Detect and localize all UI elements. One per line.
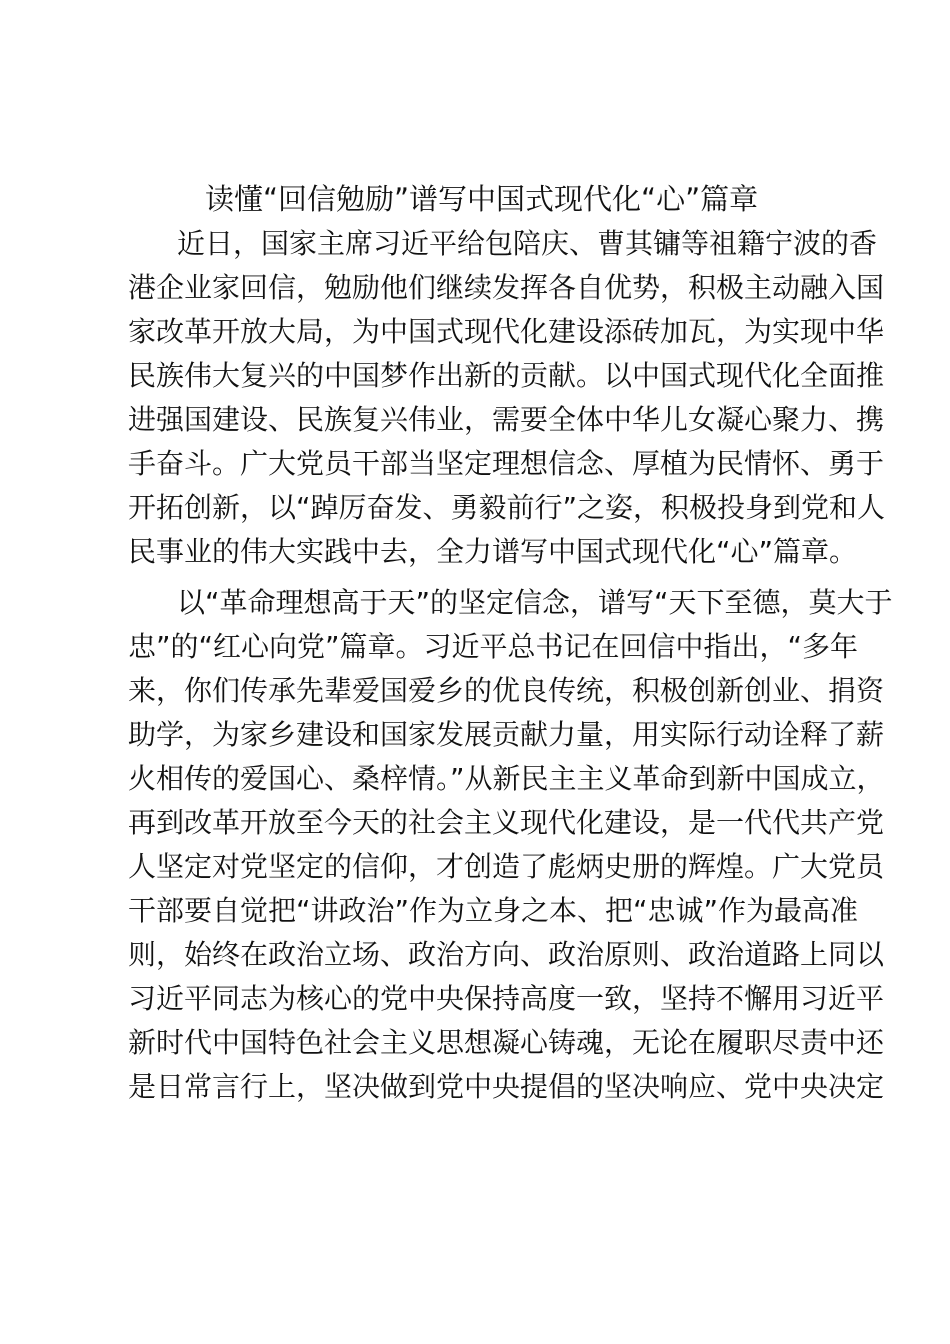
paragraph-2-line-8: 干部要自觉把“讲政治”作为立身之本、把“忠诚”作为最高准 xyxy=(128,894,859,927)
paragraph-2-line-11: 新时代中国特色社会主义思想凝心铸魂，无论在履职尽责中还 xyxy=(128,1026,885,1059)
document-title: 读懂“回信勉励”谱写中国式现代化“心”篇章 xyxy=(205,182,759,216)
paragraph-1-line-3: 家改革开放大局，为中国式现代化建设添砖加瓦，为实现中华 xyxy=(128,315,885,348)
paragraph-1-line-7: 开拓创新，以“踔厉奋发、勇毅前行”之姿，积极投身到党和人 xyxy=(128,491,886,524)
paragraph-2-line-1: 以“革命理想高于天”的坚定信念，谱写“天下至德，莫大于 xyxy=(177,586,893,619)
paragraph-2-line-9: 则，始终在政治立场、政治方向、政治原则、政治道路上同以 xyxy=(128,938,885,971)
paragraph-1-line-1: 近日，国家主席习近平给包陪庆、曹其镛等祖籍宁波的香 xyxy=(177,227,878,260)
paragraph-2-line-4: 助学，为家乡建设和国家发展贡献力量，用实际行动诠释了薪 xyxy=(128,718,885,751)
paragraph-1-line-4: 民族伟大复兴的中国梦作出新的贡献。以中国式现代化全面推 xyxy=(128,359,885,392)
paragraph-2-line-6: 再到改革开放至今天的社会主义现代化建设，是一代代共产党 xyxy=(128,806,885,839)
paragraph-2-line-2: 忠”的“红心向党”篇章。习近平总书记在回信中指出，“多年 xyxy=(128,630,859,663)
paragraph-1-line-5: 进强国建设、民族复兴伟业，需要全体中华儿女凝心聚力、携 xyxy=(128,403,885,436)
paragraph-2-line-12: 是日常言行上，坚决做到党中央提倡的坚决响应、党中央决定 xyxy=(128,1070,885,1103)
paragraph-2-line-5: 火相传的爱国心、桑梓情。”从新民主主义革命到新中国成立， xyxy=(128,762,885,795)
paragraph-1-line-6: 手奋斗。广大党员干部当坚定理想信念、厚植为民情怀、勇于 xyxy=(128,447,885,480)
paragraph-1-line-2: 港企业家回信，勉励他们继续发挥各自优势，积极主动融入国 xyxy=(128,271,885,304)
paragraph-2-line-7: 人坚定对党坚定的信仰，才创造了彪炳史册的辉煌。广大党员 xyxy=(128,850,885,883)
paragraph-1-line-8: 民事业的伟大实践中去，全力谱写中国式现代化“心”篇章。 xyxy=(128,535,858,568)
paragraph-2-line-10: 习近平同志为核心的党中央保持高度一致，坚持不懈用习近平 xyxy=(128,982,885,1015)
paragraph-2-line-3: 来，你们传承先辈爱国爱乡的优良传统，积极创新创业、捐资 xyxy=(128,674,885,707)
